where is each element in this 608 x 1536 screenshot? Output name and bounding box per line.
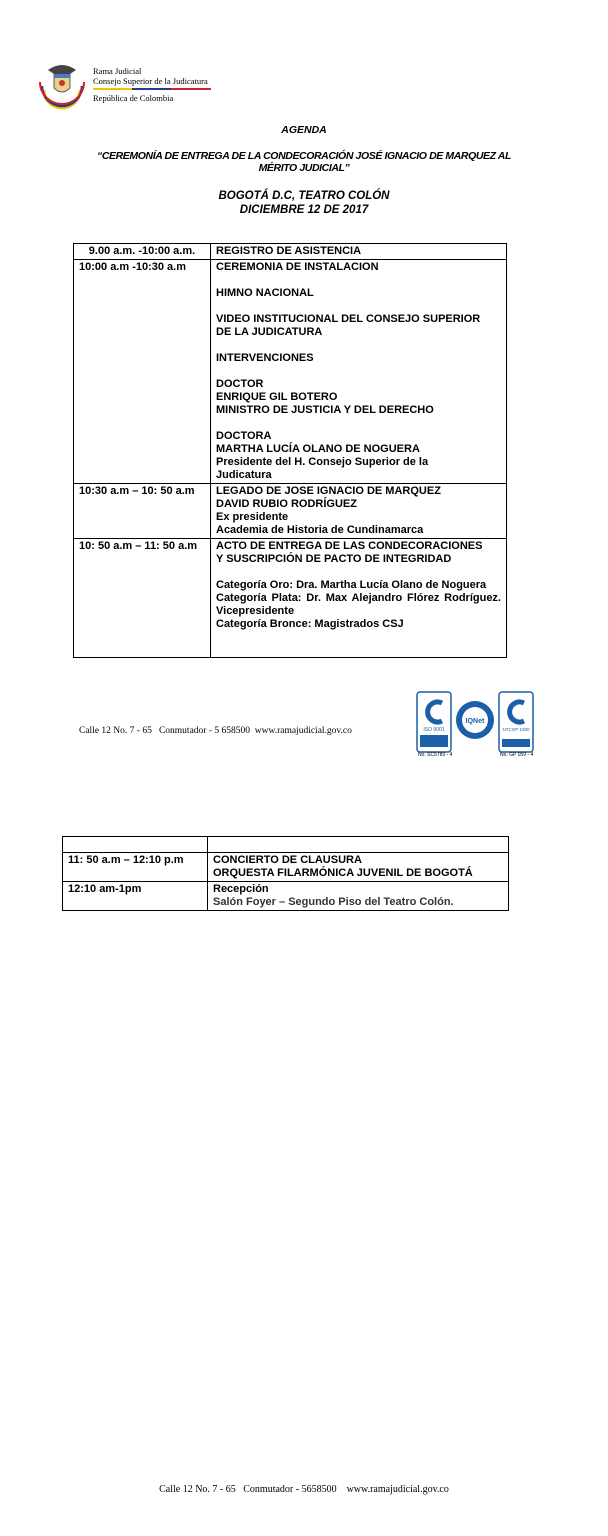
table-row [63, 837, 509, 853]
activity-line: REGISTRO DE ASISTENCIA [216, 245, 362, 257]
activity-line: DE LA JUDICATURA [216, 326, 323, 338]
activity-line: Salón Foyer – Segundo Piso del Teatro Colón. [213, 896, 454, 908]
time-cell [63, 837, 208, 853]
time-cell: 11: 50 a.m – 12:10 p.m [63, 853, 208, 882]
ntcgp-cert-number: No. GP 059 - 4 [500, 752, 534, 758]
activity-cell [211, 484, 507, 539]
activity-line: Judicatura [216, 469, 272, 481]
activity-line: ACTO DE ENTREGA DE LAS CONDECORACIONES [216, 540, 483, 552]
activity-line: ENRIQUE GIL BOTERO [216, 391, 338, 403]
activity-line: Ex presidente [216, 511, 289, 523]
iqnet-cert-icon [455, 700, 495, 740]
iso-cert-number: No. SC5780 - 4 [418, 752, 453, 758]
agenda-heading: AGENDA [281, 124, 327, 136]
activity-line: Recepción [213, 883, 269, 895]
activity-line: Categoría Plata: Dr. Max Alejandro Flórez Rodríguez. Vicepresidente [216, 592, 501, 617]
time-cell: 10:30 a.m – 10: 50 a.m [74, 484, 211, 539]
activity-line: MARTHA LUCÍA OLANO DE NOGUERA [216, 443, 420, 455]
event-date: DICIEMBRE 12 DE 2017 [239, 204, 369, 216]
activity-line: INTERVENCIONES [216, 352, 314, 364]
activity-cell [208, 853, 509, 882]
activity-line: Academia de Historia de Cundinamarca [216, 524, 424, 536]
activity-line: LEGADO DE JOSE IGNACIO DE MARQUEZ [216, 485, 441, 497]
activity-cell [211, 260, 507, 484]
activity-line: Categoría Bronce: Magistrados CSJ [216, 618, 404, 630]
ntcgp-1000-cert-icon [498, 691, 534, 753]
activity-line: HIMNO NACIONAL [216, 287, 314, 299]
header-rama-judicial: Rama Judicial [93, 66, 142, 76]
header-consejo-superior: Consejo Superior de la Judicatura [93, 76, 208, 86]
activity-cell [211, 539, 507, 658]
activity-line: ORQUESTA FILARMÓNICA JUVENIL DE BOGOTÁ [213, 867, 473, 879]
activity-line: CEREMONIA DE INSTALACION [216, 261, 379, 273]
coat-of-arms-logo [36, 60, 88, 112]
activity-cell [211, 244, 507, 260]
activity-line: CONCIERTO DE CLAUSURA [213, 854, 362, 866]
activity-cell [208, 882, 509, 911]
header-republica: República de Colombia [93, 93, 174, 103]
time-cell: 12:10 am-1pm [63, 882, 208, 911]
agenda-table-page1 [73, 243, 507, 658]
table-row [63, 853, 509, 882]
time-cell: 10:00 a.m -10:30 a.m [74, 260, 211, 484]
activity-cell [208, 837, 509, 853]
activity-line: DOCTORA [216, 430, 272, 442]
table-row [63, 882, 509, 911]
time-cell: 10: 50 a.m – 11: 50 a.m [74, 539, 211, 658]
iso-9001-cert-icon [416, 691, 452, 753]
iqnet-label: IQNet [465, 718, 485, 725]
agenda-table-page2 [62, 836, 509, 911]
activity-line: DOCTOR [216, 378, 264, 390]
event-place: BOGOTÁ D.C, TEATRO COLÓN [218, 190, 390, 202]
activity-line: MINISTRO DE JUSTICIA Y DEL DERECHO [216, 404, 434, 416]
iso-label: ISO 9001 [423, 727, 445, 733]
table-row [74, 260, 507, 484]
footer-address-page2: Calle 12 No. 7 - 65 Conmutador - 5658500 www.ramajudicial.gov.co [159, 1484, 449, 1495]
table-row [74, 539, 507, 658]
activity-line: DAVID RUBIO RODRÍGUEZ [216, 498, 357, 510]
ceremony-title-line1: “CEREMONÍA DE ENTREGA DE LA CONDECORACIÓN JOSÉ IGNACIO DE MARQUEZ AL [96, 150, 512, 162]
ntcgp-label: NTCGP 1000 [502, 727, 530, 732]
activity-line: VIDEO INSTITUCIONAL DEL CONSEJO SUPERIOR [216, 313, 481, 325]
footer-address: Calle 12 No. 7 - 65 Conmutador - 5 658500 www.ramajudicial.gov.co [79, 726, 352, 736]
time-cell: 9.00 a.m. -10:00 a.m. [74, 244, 211, 260]
activity-line: Y SUSCRIPCIÓN DE PACTO DE INTEGRIDAD [216, 553, 452, 565]
activity-line: Categoría Oro: Dra. Martha Lucía Olano de Noguera [216, 579, 487, 591]
header-tricolor-rule [93, 88, 211, 90]
table-row [74, 244, 507, 260]
table-row [74, 484, 507, 539]
activity-line: Presidente del H. Consejo Superior de la [216, 456, 429, 468]
ceremony-title-line2: MÉRITO JUDICIAL” [258, 162, 350, 174]
